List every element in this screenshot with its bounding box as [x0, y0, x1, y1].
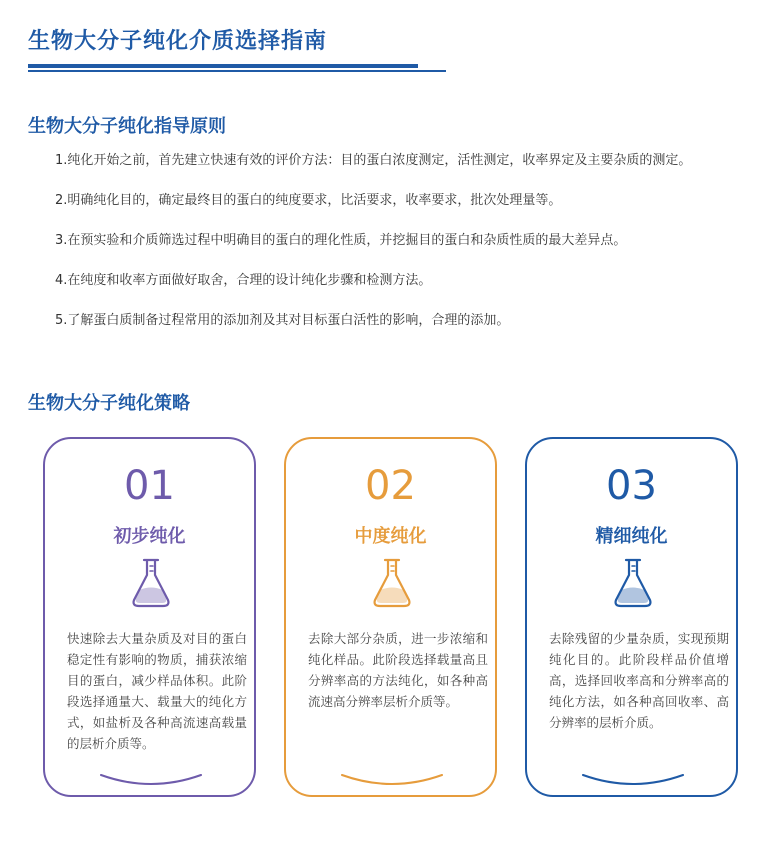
principle-item: 5.了解蛋白质制备过程常用的添加剂及其对目标蛋白活性的影响，合理的添加。 — [55, 313, 510, 328]
card-description: 去除残留的少量杂质，实现预期纯化目的。此阶段样品价值增高，选择回收率高和分辨率高的纯化方法，如各种高回收率、高分辨率的层析介质。 — [549, 631, 729, 730]
card-title: 初步纯化 — [113, 526, 186, 547]
card-number: 03 — [606, 463, 657, 509]
page-title: 生物大分子纯化介质选择指南 — [28, 29, 328, 54]
title-underline-thin — [28, 70, 446, 72]
card-title: 精细纯化 — [595, 526, 668, 547]
card-bottom-arc — [99, 773, 203, 787]
flask-icon — [129, 557, 173, 609]
principle-item: 2.明确纯化目的，确定最终目的蛋白的纯度要求，比活要求，收率要求，批次处理量等。 — [55, 193, 562, 208]
card-bottom-arc — [340, 773, 444, 787]
card-bottom-arc — [581, 773, 685, 787]
strategy-card-initial — [43, 437, 256, 797]
card-description: 去除大部分杂质，进一步浓缩和纯化样品。此阶段选择载量高且分辨率高的方法纯化，如各种高流速高分辨率层析介质等。 — [308, 631, 488, 709]
principle-item: 4.在纯度和收率方面做好取舍，合理的设计纯化步骤和检测方法。 — [55, 273, 432, 288]
strategy-heading: 生物大分子纯化策略 — [28, 393, 190, 414]
principles-heading: 生物大分子纯化指导原则 — [28, 116, 226, 137]
flask-icon — [611, 557, 655, 609]
flask-icon — [370, 557, 414, 609]
principles-list — [55, 151, 760, 351]
strategy-card-intermediate — [284, 437, 497, 797]
card-number: 02 — [365, 463, 416, 509]
principle-item: 3.在预实验和介质筛选过程中明确目的蛋白的理化性质，并挖掘目的蛋白和杂质性质的最大差异点。 — [55, 233, 627, 248]
card-title: 中度纯化 — [354, 526, 427, 547]
strategy-card-fine — [525, 437, 738, 797]
card-description: 快速除去大量杂质及对目的蛋白稳定性有影响的物质，捕获浓缩目的蛋白，减少样品体积。此阶段选择通量大、载量大的纯化方式，如盐析及各种高流速高载量的层析介质等。 — [67, 631, 247, 751]
principle-item: 1.纯化开始之前，首先建立快速有效的评价方法：目的蛋白浓度测定，活性测定，收率界定及主要杂质的测定。 — [55, 153, 692, 168]
card-number: 01 — [124, 463, 175, 509]
title-underline-thick — [28, 64, 418, 68]
